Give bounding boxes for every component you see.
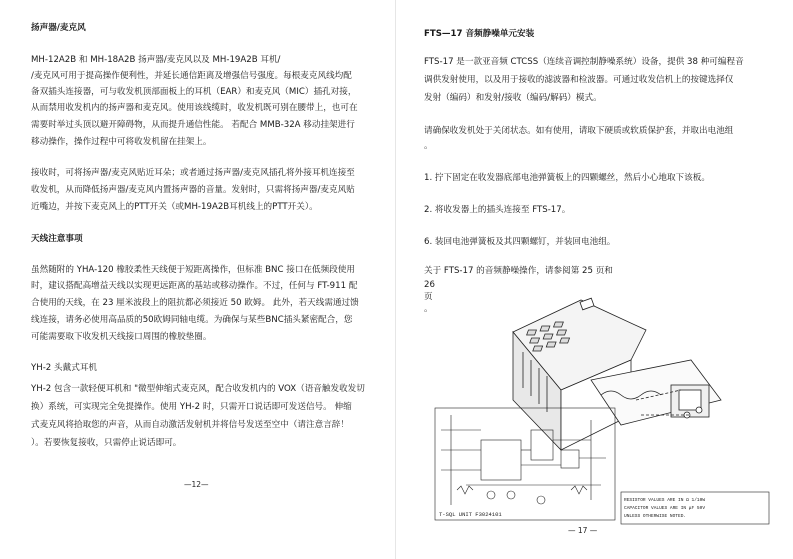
paragraph-line: YH-2 包含一款轻便耳机和 "微型伸缩式麦克风，配合收发机内的 VOX（语音触发收发切 <box>31 384 365 394</box>
paragraph-line: 近嘴边，并按下麦克风上的PTT开关（或MH-19A2B耳机线上的PTT开关）。 <box>31 202 318 212</box>
paragraph-line: 收发机，从而降低扬声器/麦克风内置扬声器的音量。发射时，只需将扬声器/麦克风贴 <box>31 185 355 195</box>
note-line: UNLESS OTHERWISE NOTED. <box>624 514 687 519</box>
paragraph-line: 发射（编码）和发射/接收（编码/解码）模式。 <box>424 93 602 103</box>
paragraph-line: 可能需要取下收发机天线接口周围的橡胶垫圈。 <box>31 332 212 342</box>
reference-line: 页 <box>424 292 433 302</box>
page-number: —12— <box>184 480 209 489</box>
paragraph-line: 备双插头连接器，可与收发机顶部面板上的耳机（EAR）和麦克风（MIC）插孔对接， <box>31 87 357 97</box>
radio-illustration <box>513 298 721 450</box>
paragraph-line: 时，建议搭配高增益天线以实现更远距离的基站或移动操作。不过，任何与 FT-911 配 <box>31 281 358 291</box>
section-title-antenna: 天线注意事项 <box>31 234 83 244</box>
paragraph-line: 虽然随附的 YHA-120 橡胶柔性天线便于短距离操作，但标准 BNC 接口在低频段使用 <box>31 265 355 275</box>
paragraph-line: 式麦克风将拾取您的声音，从而自动激活发射机并将信号发送至空中（请注意言辞！ <box>31 420 349 430</box>
install-step: 6. 装回电池弹簧板及其四颗螺钉，并装回电池组。 <box>424 237 616 247</box>
section-title-speaker-mic: 扬声器/麦克风 <box>31 23 86 33</box>
paragraph-line: 移动操作，操作过程中可将收发机留在挂架上。 <box>31 137 212 147</box>
section-title-fts17: FTS—17 音频静噪单元安装 <box>424 29 535 39</box>
warning-line: 请确保收发机处于关闭状态。如有使用，请取下硬质或软质保护套，并取出电池组 <box>424 126 734 136</box>
section-title-headset: YH-2 头戴式耳机 <box>31 363 97 373</box>
paragraph-line: 合使用的天线，在 23 厘米波段上的阻抗都必须接近 50 欧姆。 此外，若天线需通过馈 <box>31 298 359 308</box>
paragraph-line: 从而禁用收发机内的扬声器和麦克风。使用该线缆时，收发机既可别在腰带上，也可在 <box>31 103 358 113</box>
reference-line: 关于 FTS-17 的音频静噪操作，请参阅第 25 页和 <box>424 266 613 276</box>
paragraph-line: MH-12A2B 和 MH-18A2B 扬声器/麦克风以及 MH-19A2B 耳机/ <box>31 55 281 65</box>
left-page <box>0 0 396 559</box>
paragraph-line: 换）系统，可实现完全免提操作。使用 YH-2 时，只需开口说话即可发送信号。 伸缩 <box>31 402 352 412</box>
paragraph-line: ）。若要恢复接收，只需停止说话即可。 <box>31 438 182 448</box>
warning-line: 。 <box>424 141 433 151</box>
note-line: CAPACITOR VALUES ARE IN μF 50V <box>624 506 706 511</box>
paragraph-line: /麦克风可用于提高操作便利性，并延长通信距离及增强信号强度。每根麦克风线均配 <box>31 71 352 81</box>
reference-line: 26 <box>424 280 435 290</box>
page-number: — 17 — <box>568 526 598 535</box>
board-label: T-SQL UNIT F3024101 <box>439 511 502 518</box>
paragraph-line: 调供发射使用，以及用于接收的滤波器和检波器。可通过收发信机上的按键选择仅 <box>424 75 734 85</box>
install-step: 1. 拧下固定在收发器底部电池弹簧板上的四颗螺丝，然后小心地取下该板。 <box>424 173 710 183</box>
fts17-installation-diagram <box>431 290 773 530</box>
paragraph-line: 接收时，可将扬声器/麦克风贴近耳朵；或者通过扬声器/麦克风插孔将外接耳机连接至 <box>31 168 355 178</box>
install-step: 2. 将收发器上的插头连接至 FTS-17。 <box>424 205 571 215</box>
paragraph-line: FTS-17 是一款亚音频 CTCSS（连续音调控制静噪系统）设备，提供 38 种可编程音 <box>424 57 744 67</box>
note-line: RESISTOR VALUES ARE IN Ω 1/10W <box>624 498 706 503</box>
paragraph-line: 需要时举过头顶以避开障碍物，从而提升通信性能。 若配合 MMB-32A 移动挂架进行 <box>31 120 355 130</box>
reference-line: 。 <box>424 304 433 314</box>
paragraph-line: 线连接，请务必使用高品质的50欧姆同轴电缆。为确保与某些BNC插头紧密配合，您 <box>31 315 353 325</box>
